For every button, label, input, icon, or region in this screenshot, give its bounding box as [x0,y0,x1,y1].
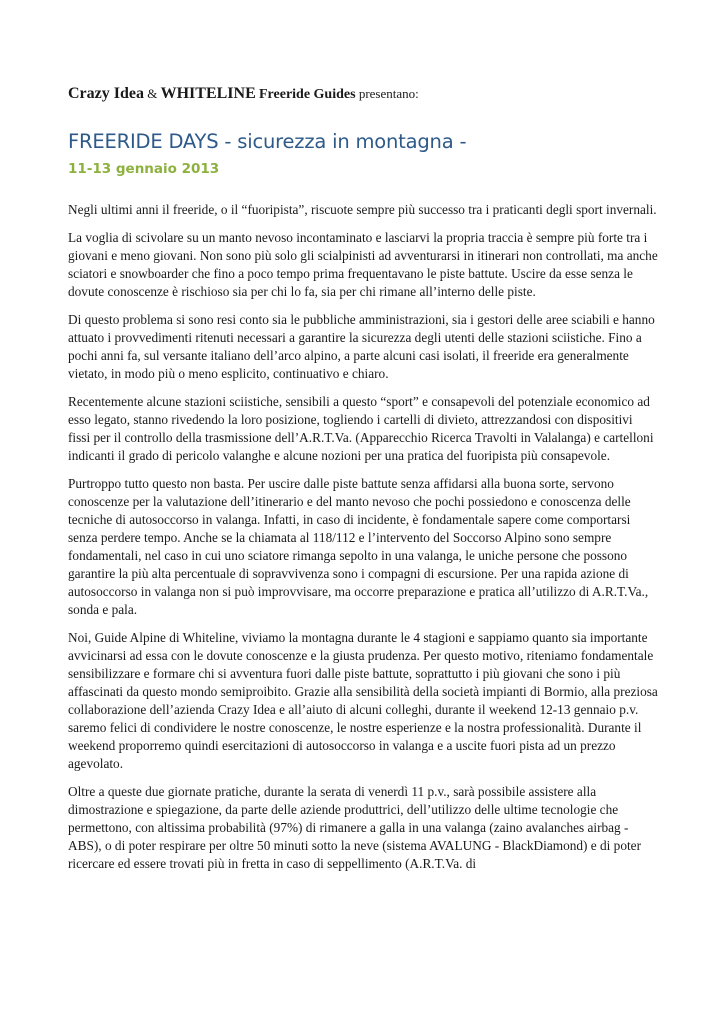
paragraph: La voglia di scivolare su un manto nevoso incontaminato e lasciarvi la propria traccia è sempre più forte tra i giovani e meno giovani. Non sono più solo gli scialpinisti ad avventurarsi in itinerari non controllati, ma anche sciatori e snowboarder che fino a poco tempo prima frequentavano le piste battute. Uscire da esse senza le dovute conoscenze è rischioso sia per chi lo fa, sia per chi rimane all’interno delle piste. [68,230,658,299]
brand-whiteline-suffix: Freeride Guides [259,87,356,102]
document-title: FREERIDE DAYS - sicurezza in montagna - [68,130,467,153]
document-page [68,84,658,883]
paragraph: Negli ultimi anni il freeride, o il “fuoripista”, riscuote sempre più successo tra i praticanti degli sport invernali. [68,202,657,217]
ampersand: & [147,86,158,101]
presenting-text: presentano: [358,86,419,101]
paragraph: Noi, Guide Alpine di Whiteline, viviamo la montagna durante le 4 stagioni e sappiamo quanto sia importante avvicinarsi ad essa con le dovute conoscenze e la giusta prudenza. Per questo motivo, riteniamo fondamentale sensibilizzare e formare chi si avventura fuori dalle piste battute, soprattutto i più giovani che sono i più affascinati da questo mondo semiproibito. Grazie alla sensibilità della società impianti di Bormio, alla preziosa collaborazione dell’azienda Crazy Idea e all’aiuto di alcuni colleghi, durante il weekend 12-13 gennaio p.v. saremo felici di condividere le nostre conoscenze, le nostre esperienze e la nostra professionalità. Durante il weekend proporremo quindi esercitazioni di autosoccorso in valanga e a uscite fuori pista ad un prezzo agevolato. [68,630,658,771]
paragraph: Di questo problema si sono resi conto sia le pubbliche amministrazioni, sia i gestori delle aree sciabili e hanno attuato i provvedimenti ritenuti necessari a garantire la sicurezza degli utenti delle stazioni sciistiche. Fino a pochi anni fa, sul versante italiano dell’arco alpino, a parte alcuni casi isolati, il freeride era generalmente vietato, in modo più o meno esplicito, continuativo e chiaro. [68,312,655,381]
paragraph: Purtroppo tutto questo non basta. Per uscire dalle piste battute senza affidarsi alla buona sorte, servono conoscenze per la valutazione dell’itinerario e del manto nevoso che pochi possiedono e conoscenza delle tecniche di autosoccorso in valanga. Infatti, in caso di incidente, è fondamentale sapere come comportarsi senza perdere tempo. Anche se la chiamata al 118/112 e l’intervento del Soccorso Alpino sono sempre fondamentali, nel caso in cui uno sciatore rimanga sepolto in una valanga, le uniche persone che possono garantire la più alta percentuale di sopravvivenza sono i compagni di escursione. Per una rapida azione di autosoccorso in valanga non si può improvvisare, ma occorre preparazione e pratica all’utilizzo di A.R.T.Va., sonda e pala. [68,476,649,617]
paragraph: Recentemente alcune stazioni sciistiche, sensibili a questo “sport” e consapevoli del potenziale economico ad esso legato, stanno rivedendo la loro posizione, togliendo i cartelli di divieto, attrezzandosi con dispositivi fissi per il controllo della trasmissione dell’A.R.T.Va. (Apparecchio Ricerca Travolti in Valalanga) e cartelloni indicanti il grado di pericolo valanghe e alcune nozioni per una pratica del fuoripista più consapevole. [68,394,654,463]
event-date: 11-13 gennaio 2013 [68,161,220,177]
paragraph: Oltre a queste due giornate pratiche, durante la serata di venerdì 11 p.v., sarà possibile assistere alla dimostrazione e spiegazione, da parte delle aziende produttrici, dell’utilizzo delle ultime tecnologie che permettono, con altissima probabilità (97%) di rimanere a galla in una valanga (zaino avalanches airbag - ABS), o di poter respirare per oltre 50 minuti sotto la neve (sistema AVALUNG - BlackDiamond) e di poter ricercare ed essere trovati più in fretta in caso di seppellimento (A.R.T.Va. di [68,784,642,871]
brand-whiteline: WHITELINE [160,85,256,102]
presenter-line [68,84,658,105]
brand-crazy-idea: Crazy Idea [68,85,144,102]
